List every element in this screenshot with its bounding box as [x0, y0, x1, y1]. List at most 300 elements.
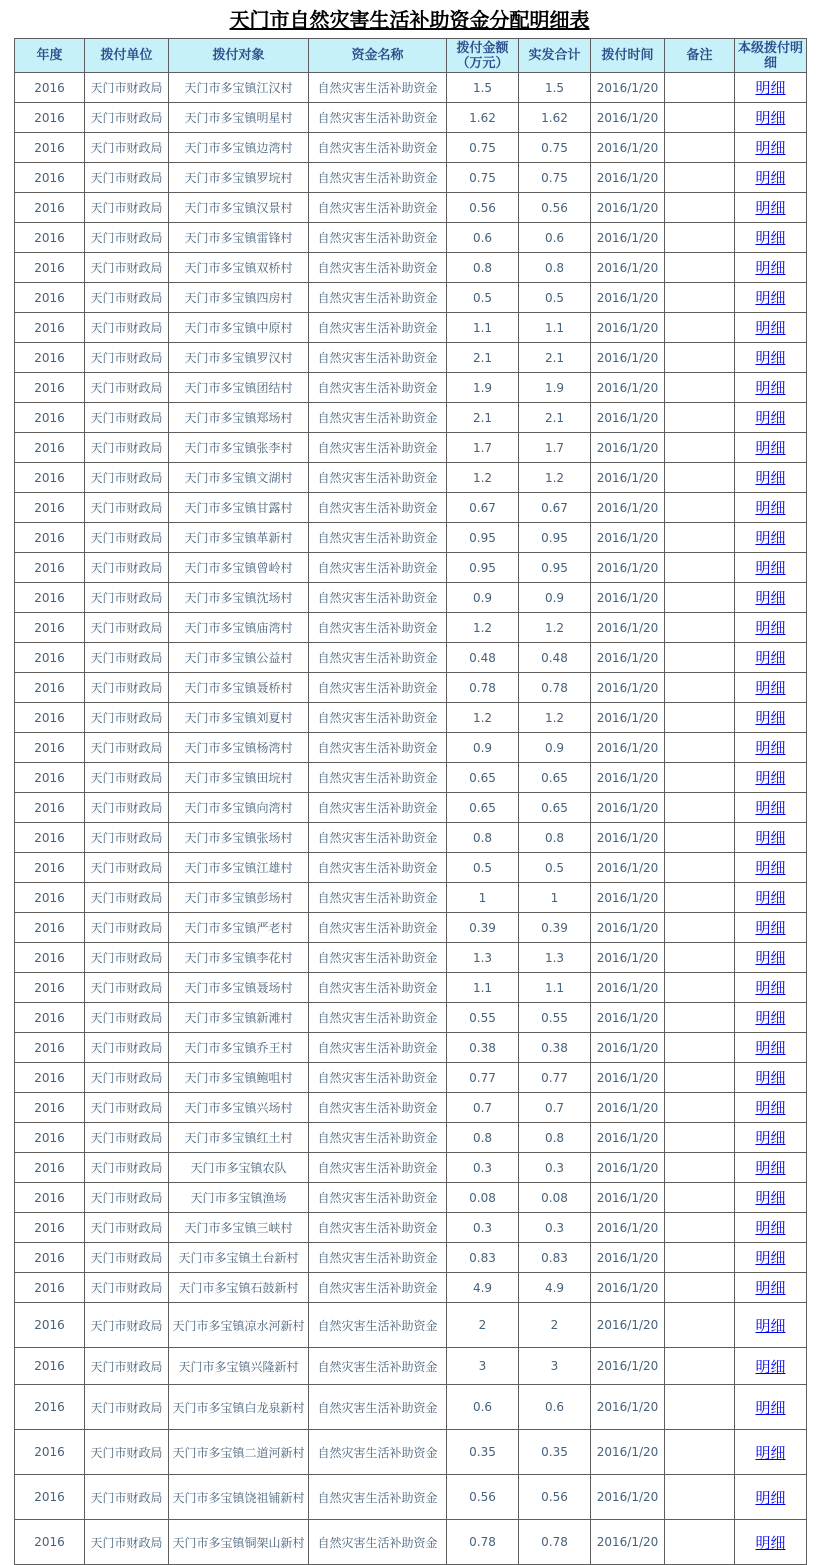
cell-date: 2016/1/20	[591, 1213, 665, 1243]
table-row	[15, 1063, 807, 1093]
cell-year: 2016	[15, 973, 85, 1003]
cell-fund: 自然灾害生活补助资金	[309, 883, 447, 913]
cell-unit: 天门市财政局	[85, 613, 169, 643]
header-row	[15, 39, 807, 73]
cell-note	[665, 223, 735, 253]
cell-detail	[735, 1093, 807, 1123]
detail-link[interactable]: 明细	[755, 1533, 786, 1552]
cell-note	[665, 433, 735, 463]
cell-detail	[735, 1303, 807, 1348]
detail-link[interactable]: 明细	[755, 169, 786, 187]
cell-date: 2016/1/20	[591, 643, 665, 673]
cell-amount: 0.78	[447, 673, 519, 703]
cell-amount: 1.1	[447, 313, 519, 343]
cell-year: 2016	[15, 223, 85, 253]
detail-link[interactable]: 明细	[755, 1249, 786, 1267]
detail-link[interactable]: 明细	[755, 79, 786, 97]
cell-total: 0.8	[519, 253, 591, 283]
cell-note	[665, 913, 735, 943]
cell-fund: 自然灾害生活补助资金	[309, 763, 447, 793]
table-row	[15, 433, 807, 463]
cell-detail	[735, 823, 807, 853]
detail-link[interactable]: 明细	[755, 439, 786, 457]
cell-year: 2016	[15, 313, 85, 343]
table-row	[15, 493, 807, 523]
table-row	[15, 793, 807, 823]
cell-target: 天门市多宝镇江雄村	[169, 853, 309, 883]
cell-total: 0.39	[519, 913, 591, 943]
cell-fund: 自然灾害生活补助资金	[309, 1063, 447, 1093]
cell-year: 2016	[15, 433, 85, 463]
table-row	[15, 253, 807, 283]
cell-unit: 天门市财政局	[85, 1213, 169, 1243]
cell-fund: 自然灾害生活补助资金	[309, 1003, 447, 1033]
cell-amount: 1.2	[447, 613, 519, 643]
cell-date: 2016/1/20	[591, 1475, 665, 1520]
detail-link[interactable]: 明细	[755, 1316, 786, 1335]
cell-detail	[735, 223, 807, 253]
detail-link[interactable]: 明细	[755, 289, 786, 307]
cell-date: 2016/1/20	[591, 583, 665, 613]
cell-note	[665, 943, 735, 973]
table-row	[15, 1033, 807, 1063]
cell-note	[665, 1348, 735, 1385]
cell-detail	[735, 313, 807, 343]
cell-year: 2016	[15, 1003, 85, 1033]
cell-unit: 天门市财政局	[85, 763, 169, 793]
cell-target: 天门市多宝镇向湾村	[169, 793, 309, 823]
cell-detail	[735, 1430, 807, 1475]
detail-link[interactable]: 明细	[755, 379, 786, 397]
cell-amount: 1.2	[447, 703, 519, 733]
cell-date: 2016/1/20	[591, 763, 665, 793]
cell-detail	[735, 1213, 807, 1243]
cell-amount: 0.3	[447, 1213, 519, 1243]
cell-detail	[735, 1385, 807, 1430]
cell-amount: 0.9	[447, 733, 519, 763]
detail-link[interactable]: 明细	[755, 859, 786, 877]
table-row	[15, 943, 807, 973]
cell-detail	[735, 193, 807, 223]
cell-amount: 0.95	[447, 523, 519, 553]
cell-fund: 自然灾害生活补助资金	[309, 823, 447, 853]
detail-link[interactable]: 明细	[755, 709, 786, 727]
cell-year: 2016	[15, 1153, 85, 1183]
cell-year: 2016	[15, 703, 85, 733]
cell-year: 2016	[15, 613, 85, 643]
cell-year: 2016	[15, 763, 85, 793]
cell-detail	[735, 1153, 807, 1183]
cell-fund: 自然灾害生活补助资金	[309, 313, 447, 343]
cell-year: 2016	[15, 1273, 85, 1303]
cell-note	[665, 1303, 735, 1348]
cell-total: 0.6	[519, 223, 591, 253]
table-row	[15, 313, 807, 343]
detail-link[interactable]: 明细	[755, 409, 786, 427]
cell-unit: 天门市财政局	[85, 853, 169, 883]
detail-link[interactable]: 明细	[755, 619, 786, 637]
cell-date: 2016/1/20	[591, 703, 665, 733]
detail-link[interactable]: 明细	[755, 739, 786, 757]
cell-note	[665, 493, 735, 523]
cell-note	[665, 553, 735, 583]
cell-date: 2016/1/20	[591, 373, 665, 403]
cell-note	[665, 313, 735, 343]
cell-year: 2016	[15, 73, 85, 103]
detail-link[interactable]: 明细	[755, 679, 786, 697]
cell-date: 2016/1/20	[591, 1520, 665, 1565]
cell-unit: 天门市财政局	[85, 403, 169, 433]
cell-unit: 天门市财政局	[85, 793, 169, 823]
cell-note	[665, 373, 735, 403]
cell-year: 2016	[15, 583, 85, 613]
cell-total: 0.48	[519, 643, 591, 673]
cell-fund: 自然灾害生活补助资金	[309, 433, 447, 463]
cell-target: 天门市多宝镇江汉村	[169, 73, 309, 103]
cell-target: 天门市多宝镇沈场村	[169, 583, 309, 613]
cell-note	[665, 1475, 735, 1520]
cell-target: 天门市多宝镇田垸村	[169, 763, 309, 793]
detail-link[interactable]: 明细	[755, 649, 786, 667]
cell-amount: 1.62	[447, 103, 519, 133]
cell-amount: 1.1	[447, 973, 519, 1003]
detail-link[interactable]: 明细	[755, 229, 786, 247]
cell-amount: 0.77	[447, 1063, 519, 1093]
detail-link[interactable]: 明细	[755, 949, 786, 967]
detail-link[interactable]: 明细	[755, 1129, 786, 1147]
cell-unit: 天门市财政局	[85, 1303, 169, 1348]
cell-unit: 天门市财政局	[85, 223, 169, 253]
cell-unit: 天门市财政局	[85, 1385, 169, 1430]
table-row	[15, 1348, 807, 1385]
cell-amount: 1.7	[447, 433, 519, 463]
table-row	[15, 283, 807, 313]
cell-total: 0.9	[519, 733, 591, 763]
detail-link[interactable]: 明细	[755, 1488, 786, 1507]
detail-link[interactable]: 明细	[755, 319, 786, 337]
cell-note	[665, 1430, 735, 1475]
cell-amount: 0.83	[447, 1243, 519, 1273]
cell-date: 2016/1/20	[591, 1123, 665, 1153]
cell-amount: 1.9	[447, 373, 519, 403]
cell-year: 2016	[15, 1385, 85, 1430]
table-row	[15, 1093, 807, 1123]
table-row	[15, 373, 807, 403]
cell-total: 1.2	[519, 613, 591, 643]
cell-note	[665, 823, 735, 853]
cell-fund: 自然灾害生活补助资金	[309, 523, 447, 553]
cell-total: 0.8	[519, 1123, 591, 1153]
cell-date: 2016/1/20	[591, 613, 665, 643]
cell-date: 2016/1/20	[591, 1003, 665, 1033]
cell-detail	[735, 553, 807, 583]
cell-year: 2016	[15, 823, 85, 853]
detail-link[interactable]: 明细	[755, 469, 786, 487]
cell-detail	[735, 523, 807, 553]
cell-year: 2016	[15, 343, 85, 373]
cell-detail	[735, 913, 807, 943]
cell-date: 2016/1/20	[591, 1430, 665, 1475]
cell-note	[665, 1385, 735, 1430]
cell-amount: 1	[447, 883, 519, 913]
detail-link[interactable]: 明细	[755, 769, 786, 787]
detail-link[interactable]: 明细	[755, 1398, 786, 1417]
cell-target: 天门市多宝镇新滩村	[169, 1003, 309, 1033]
col-header-note: 备注	[665, 39, 735, 73]
detail-link[interactable]: 明细	[755, 199, 786, 217]
detail-link[interactable]: 明细	[755, 919, 786, 937]
cell-amount: 0.8	[447, 253, 519, 283]
cell-year: 2016	[15, 553, 85, 583]
cell-year: 2016	[15, 373, 85, 403]
cell-date: 2016/1/20	[591, 1243, 665, 1273]
cell-amount: 0.39	[447, 913, 519, 943]
cell-unit: 天门市财政局	[85, 1033, 169, 1063]
detail-link[interactable]: 明细	[755, 259, 786, 277]
detail-link[interactable]: 明细	[755, 499, 786, 517]
cell-detail	[735, 643, 807, 673]
cell-unit: 天门市财政局	[85, 643, 169, 673]
cell-detail	[735, 1520, 807, 1565]
cell-detail	[735, 673, 807, 703]
table-row	[15, 553, 807, 583]
cell-year: 2016	[15, 163, 85, 193]
detail-link[interactable]: 明细	[755, 1443, 786, 1462]
cell-fund: 自然灾害生活补助资金	[309, 253, 447, 283]
cell-total: 0.5	[519, 853, 591, 883]
cell-amount: 2.1	[447, 403, 519, 433]
cell-fund: 自然灾害生活补助资金	[309, 133, 447, 163]
cell-target: 天门市多宝镇边湾村	[169, 133, 309, 163]
cell-year: 2016	[15, 943, 85, 973]
table-row	[15, 763, 807, 793]
cell-year: 2016	[15, 793, 85, 823]
detail-link[interactable]: 明细	[755, 1009, 786, 1027]
cell-total: 1.1	[519, 973, 591, 1003]
cell-total: 0.08	[519, 1183, 591, 1213]
cell-fund: 自然灾害生活补助资金	[309, 1123, 447, 1153]
cell-detail	[735, 103, 807, 133]
cell-total: 1.2	[519, 463, 591, 493]
cell-detail	[735, 613, 807, 643]
detail-link[interactable]: 明细	[755, 109, 786, 127]
detail-link[interactable]: 明细	[755, 889, 786, 907]
cell-amount: 0.75	[447, 133, 519, 163]
table-row	[15, 163, 807, 193]
cell-year: 2016	[15, 103, 85, 133]
cell-total: 0.78	[519, 673, 591, 703]
cell-unit: 天门市财政局	[85, 703, 169, 733]
cell-fund: 自然灾害生活补助资金	[309, 1033, 447, 1063]
cell-detail	[735, 1033, 807, 1063]
detail-link[interactable]: 明细	[755, 829, 786, 847]
col-header-year: 年度	[15, 39, 85, 73]
table-row	[15, 1243, 807, 1273]
cell-total: 0.5	[519, 283, 591, 313]
table-row	[15, 1475, 807, 1520]
cell-fund: 自然灾害生活补助资金	[309, 193, 447, 223]
table-row	[15, 463, 807, 493]
cell-unit: 天门市财政局	[85, 313, 169, 343]
cell-note	[665, 1153, 735, 1183]
cell-total: 1	[519, 883, 591, 913]
cell-target: 天门市多宝镇刘夏村	[169, 703, 309, 733]
cell-total: 2.1	[519, 403, 591, 433]
cell-year: 2016	[15, 1063, 85, 1093]
cell-amount: 0.8	[447, 823, 519, 853]
col-header-unit: 拨付单位	[85, 39, 169, 73]
detail-link[interactable]: 明细	[755, 1279, 786, 1297]
cell-date: 2016/1/20	[591, 1303, 665, 1348]
detail-link[interactable]: 明细	[755, 139, 786, 157]
cell-amount: 1.2	[447, 463, 519, 493]
cell-target: 天门市多宝镇杨湾村	[169, 733, 309, 763]
cell-fund: 自然灾害生活补助资金	[309, 1093, 447, 1123]
cell-note	[665, 1183, 735, 1213]
cell-fund: 自然灾害生活补助资金	[309, 1303, 447, 1348]
cell-date: 2016/1/20	[591, 733, 665, 763]
cell-amount: 0.08	[447, 1183, 519, 1213]
cell-note	[665, 703, 735, 733]
cell-target: 天门市多宝镇聂场村	[169, 973, 309, 1003]
detail-link[interactable]: 明细	[755, 1189, 786, 1207]
table-row	[15, 1273, 807, 1303]
cell-note	[665, 853, 735, 883]
cell-detail	[735, 163, 807, 193]
cell-fund: 自然灾害生活补助资金	[309, 73, 447, 103]
cell-date: 2016/1/20	[591, 193, 665, 223]
cell-total: 1.1	[519, 313, 591, 343]
table-row	[15, 703, 807, 733]
cell-target: 天门市多宝镇文湖村	[169, 463, 309, 493]
table-row	[15, 583, 807, 613]
cell-date: 2016/1/20	[591, 313, 665, 343]
cell-total: 0.75	[519, 163, 591, 193]
detail-link[interactable]: 明细	[755, 529, 786, 547]
cell-detail	[735, 463, 807, 493]
detail-link[interactable]: 明细	[755, 589, 786, 607]
cell-date: 2016/1/20	[591, 493, 665, 523]
detail-link[interactable]: 明细	[755, 1099, 786, 1117]
cell-note	[665, 1243, 735, 1273]
cell-total: 0.55	[519, 1003, 591, 1033]
table-row	[15, 733, 807, 763]
cell-target: 天门市多宝镇张李村	[169, 433, 309, 463]
cell-unit: 天门市财政局	[85, 253, 169, 283]
detail-link[interactable]: 明细	[755, 1159, 786, 1177]
cell-target: 天门市多宝镇罗垸村	[169, 163, 309, 193]
cell-target: 天门市多宝镇雷锋村	[169, 223, 309, 253]
table-row	[15, 1520, 807, 1565]
cell-unit: 天门市财政局	[85, 1273, 169, 1303]
cell-target: 天门市多宝镇农队	[169, 1153, 309, 1183]
cell-note	[665, 73, 735, 103]
cell-date: 2016/1/20	[591, 523, 665, 553]
cell-date: 2016/1/20	[591, 403, 665, 433]
cell-note	[665, 733, 735, 763]
cell-year: 2016	[15, 493, 85, 523]
cell-amount: 2.1	[447, 343, 519, 373]
cell-target: 天门市多宝镇鲍咀村	[169, 1063, 309, 1093]
cell-date: 2016/1/20	[591, 673, 665, 703]
cell-total: 1.5	[519, 73, 591, 103]
cell-year: 2016	[15, 883, 85, 913]
cell-fund: 自然灾害生活补助资金	[309, 373, 447, 403]
detail-link[interactable]: 明细	[755, 979, 786, 997]
cell-date: 2016/1/20	[591, 553, 665, 583]
cell-note	[665, 1520, 735, 1565]
cell-detail	[735, 703, 807, 733]
cell-date: 2016/1/20	[591, 253, 665, 283]
detail-link[interactable]: 明细	[755, 1069, 786, 1087]
cell-detail	[735, 403, 807, 433]
cell-detail	[735, 283, 807, 313]
cell-year: 2016	[15, 1475, 85, 1520]
cell-fund: 自然灾害生活补助资金	[309, 163, 447, 193]
cell-unit: 天门市财政局	[85, 1520, 169, 1565]
cell-fund: 自然灾害生活补助资金	[309, 973, 447, 1003]
cell-target: 天门市多宝镇双桥村	[169, 253, 309, 283]
cell-total: 0.67	[519, 493, 591, 523]
cell-amount: 0.35	[447, 1430, 519, 1475]
detail-link[interactable]: 明细	[755, 1219, 786, 1237]
cell-detail	[735, 73, 807, 103]
cell-year: 2016	[15, 673, 85, 703]
detail-link[interactable]: 明细	[755, 349, 786, 367]
cell-amount: 0.6	[447, 223, 519, 253]
cell-unit: 天门市财政局	[85, 1475, 169, 1520]
detail-link[interactable]: 明细	[755, 1039, 786, 1057]
cell-target: 天门市多宝镇郑场村	[169, 403, 309, 433]
cell-target: 天门市多宝镇饶祖铺新村	[169, 1475, 309, 1520]
cell-year: 2016	[15, 1183, 85, 1213]
cell-fund: 自然灾害生活补助资金	[309, 283, 447, 313]
cell-fund: 自然灾害生活补助资金	[309, 703, 447, 733]
cell-date: 2016/1/20	[591, 103, 665, 133]
cell-note	[665, 613, 735, 643]
cell-target: 天门市多宝镇三峡村	[169, 1213, 309, 1243]
cell-amount: 0.6	[447, 1385, 519, 1430]
cell-unit: 天门市财政局	[85, 523, 169, 553]
cell-date: 2016/1/20	[591, 1183, 665, 1213]
cell-amount: 0.9	[447, 583, 519, 613]
cell-note	[665, 1093, 735, 1123]
cell-amount: 0.5	[447, 853, 519, 883]
cell-target: 天门市多宝镇曾岭村	[169, 553, 309, 583]
table-row	[15, 103, 807, 133]
cell-fund: 自然灾害生活补助资金	[309, 673, 447, 703]
detail-link[interactable]: 明细	[755, 559, 786, 577]
cell-total: 0.95	[519, 523, 591, 553]
cell-amount: 1.3	[447, 943, 519, 973]
cell-total: 1.3	[519, 943, 591, 973]
cell-unit: 天门市财政局	[85, 343, 169, 373]
col-header-detail: 本级拨付明细	[735, 39, 807, 73]
cell-note	[665, 1123, 735, 1153]
detail-link[interactable]: 明细	[755, 1357, 786, 1376]
cell-detail	[735, 1475, 807, 1520]
cell-note	[665, 1273, 735, 1303]
col-header-total: 实发合计	[519, 39, 591, 73]
detail-link[interactable]: 明细	[755, 799, 786, 817]
cell-year: 2016	[15, 1213, 85, 1243]
cell-target: 天门市多宝镇乔王村	[169, 1033, 309, 1063]
col-header-date: 拨付时间	[591, 39, 665, 73]
cell-detail	[735, 373, 807, 403]
cell-fund: 自然灾害生活补助资金	[309, 913, 447, 943]
cell-total: 0.75	[519, 133, 591, 163]
cell-note	[665, 163, 735, 193]
